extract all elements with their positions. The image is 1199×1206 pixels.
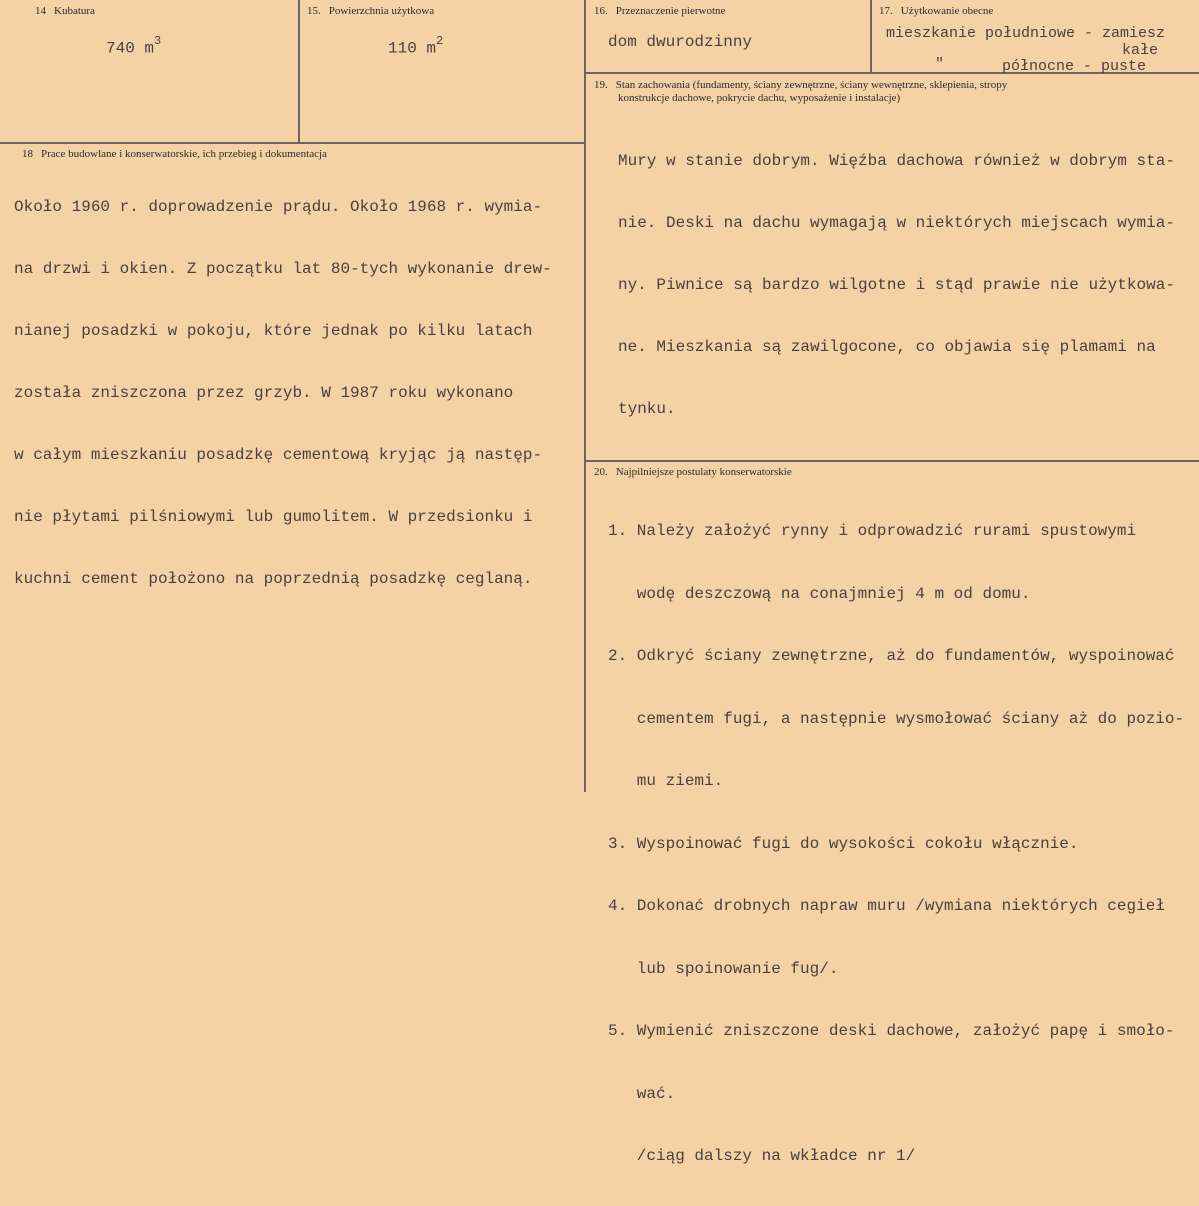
prace-text <box>14 158 552 628</box>
list-item: 4. Dokonać drobnych napraw muru /wymiana niektórych cegieł <box>608 897 1165 915</box>
list-item: 2. Odkryć ściany zewnętrzne, aż do fundamentów, wyspoinować <box>608 647 1175 665</box>
divider-left-right <box>584 0 586 792</box>
divider-19-20 <box>585 460 1199 462</box>
text-line: nie. Deski na dachu wymagają w niektórych miejscach wymia- <box>618 214 1175 232</box>
text-line: Około 1960 r. doprowadzenie prądu. Około 1968 r. wymia- <box>14 198 543 216</box>
postulaty-list <box>608 482 1184 1206</box>
list-item: cementem fugi, a następnie wysmołować ściany aż do pozio- <box>608 709 1185 728</box>
stan-label: 19. Stan zachowania (fundamenty, ściany zewnętrzne, ściany wewnętrzne, sklepienia, stropy konstrukcje dachowe, pokrycie dachu, wyposażenie i instalacje) <box>594 79 1008 104</box>
postulaty-label: 20. Najpilniejsze postulaty konserwatorskie <box>594 466 792 478</box>
text-line: kuchni cement położono na poprzednią posadzkę ceglaną. <box>14 570 533 588</box>
text-line: została zniszczona przez grzyb. W 1987 roku wykonano <box>14 384 514 402</box>
uzytkowanie-line-1: mieszkanie południowe - zamiesz <box>886 25 1166 42</box>
powierzchnia-label: 15. Powierzchnia użytkowa <box>307 5 435 17</box>
text-line: ny. Piwnice są bardzo wilgotne i stąd prawie nie użytkowa- <box>618 276 1175 294</box>
uzytkowanie-line-3: północne - puste <box>1002 58 1147 75</box>
list-item: 1. Należy założyć rynny i odprowadzić rurami spustowymi <box>608 522 1137 540</box>
text-line: nianej posadzki w pokoju, które jednak po kilku latach <box>14 322 533 340</box>
divider-top-left <box>0 142 585 144</box>
text-line: nie płytami pilśniowymi lub gumolitem. W przedsionku i <box>14 508 533 526</box>
kubatura-value: 740 $m^3$ <box>106 34 162 58</box>
divider-16-17 <box>870 0 872 72</box>
text-line: w całym mieszkaniu posadzkę cementową kryjąc ją następ- <box>14 446 543 464</box>
przeznaczenie-label: 16. Przeznaczenie pierwotne <box>594 5 726 17</box>
powierzchnia-value: 110 $m^2$ <box>388 34 444 58</box>
list-item: wodę deszczową na conajmniej 4 m od domu. <box>608 584 1031 603</box>
list-item: /ciąg dalszy na wkładce nr 1/ <box>608 1147 916 1165</box>
list-item: 3. Wyspoinować fugi do wysokości cokołu włącznie. <box>608 834 1079 853</box>
list-item: lub spoinowanie fug/. <box>608 959 839 978</box>
prace-label: 18 Prace budowlane i konserwatorskie, ich przebieg i dokumentacja <box>22 148 327 160</box>
uzytkowanie-label: 17. Użytkowanie obecne <box>879 5 994 17</box>
divider-14-15 <box>298 0 300 142</box>
list-item: wać. <box>608 1084 676 1103</box>
stan-text <box>618 112 1175 458</box>
text-line: ne. Mieszkania są zawilgocone, co objawia się plamami na <box>618 338 1156 356</box>
list-item: 5. Wymienić zniszczone deski dachowe, założyć papę i smoło- <box>608 1022 1175 1040</box>
text-line: Mury w stanie dobrym. Więźba dachowa również w dobrym sta- <box>618 152 1175 170</box>
list-item: mu ziemi. <box>608 772 724 790</box>
uzytkowanie-ditto: " <box>935 56 945 73</box>
kubatura-label: 14 Kubatura <box>35 5 95 17</box>
text-line: tynku. <box>618 400 676 418</box>
text-line: na drzwi i okien. Z początku lat 80-tych wykonanie drew- <box>14 260 552 278</box>
uzytkowanie-line-2: kałe <box>1122 42 1159 59</box>
przeznaczenie-value: dom dwurodzinny <box>608 33 753 51</box>
